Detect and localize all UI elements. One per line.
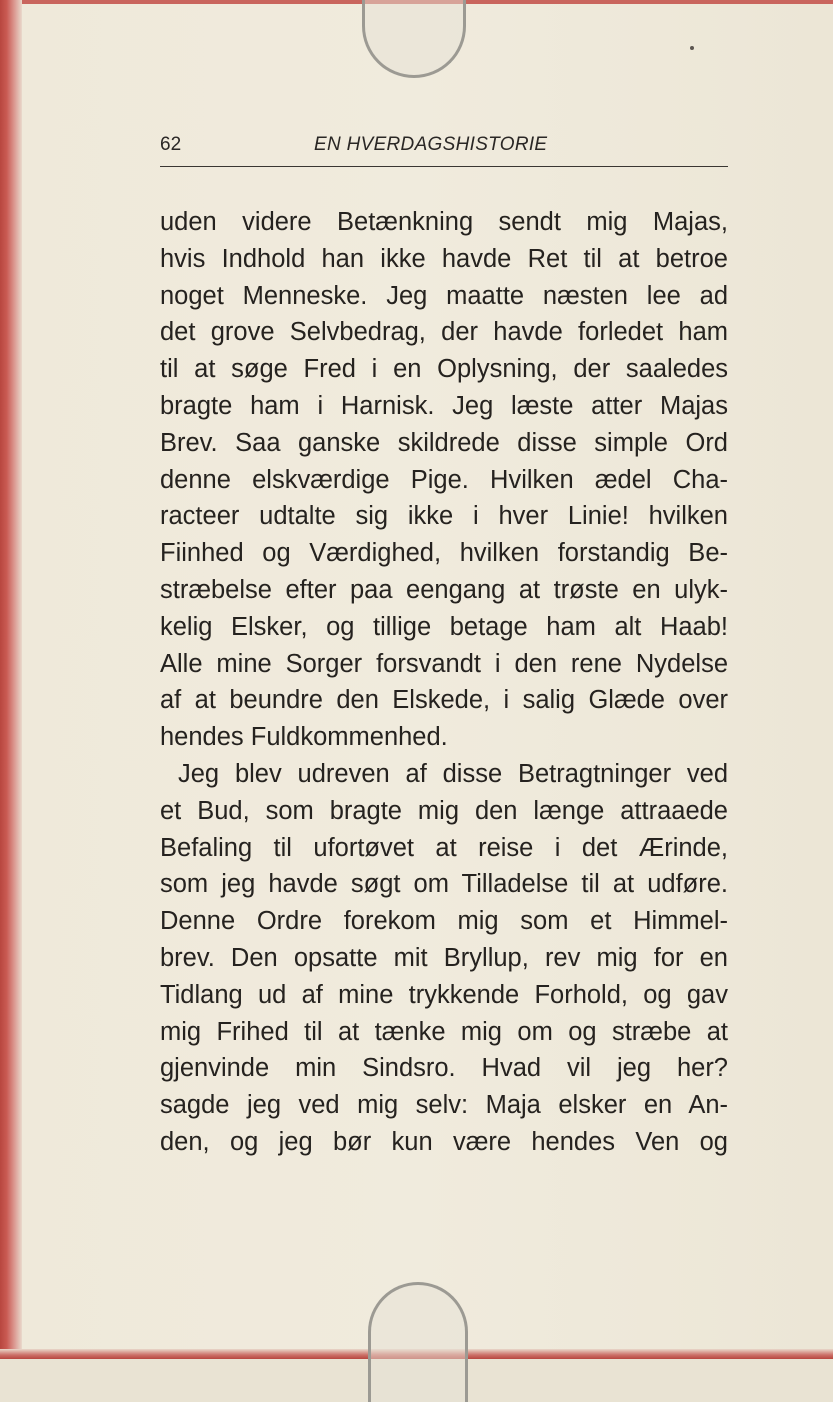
text-line: gjenvinde min Sindsro. Hvad vil jeg her? xyxy=(160,1054,728,1083)
text-line: hvis Indhold han ikke havde Ret til at betroe xyxy=(160,244,728,273)
text-line: noget Menneske. Jeg maatte næsten lee ad xyxy=(160,281,728,310)
text-line: hendes Fuldkommenhed. xyxy=(160,723,448,752)
text-line: mig Frihed til at tænke mig om og stræbe at xyxy=(160,1017,728,1046)
text-line: af at beundre den Elskede, i salig Glæde over xyxy=(160,686,728,715)
page-header xyxy=(160,132,728,167)
bottom-clip-shape xyxy=(368,1282,468,1402)
text-line: racteer udtalte sig ikke i hver Linie! hvilken xyxy=(160,502,728,531)
page-red-edge xyxy=(0,0,22,1359)
text-line: Brev. Saa ganske skildrede disse simple Ord xyxy=(160,428,728,457)
text-line: bragte ham i Harnisk. Jeg læste atter Majas xyxy=(160,391,728,420)
text-line: denne elskværdige Pige. Hvilken ædel Cha- xyxy=(160,465,728,494)
text-line: et Bud, som bragte mig den længe attraaede xyxy=(160,796,728,825)
body-text xyxy=(160,204,728,1161)
text-line: det grove Selvbedrag, der havde forledet ham xyxy=(160,318,728,347)
text-line: som jeg havde søgt om Tilladelse til at udføre. xyxy=(160,870,728,899)
text-line: sagde jeg ved mig selv: Maja elsker en An- xyxy=(160,1091,728,1120)
ink-speck xyxy=(690,46,694,50)
text-line: Alle mine Sorger forsvandt i den rene Nydelse xyxy=(160,649,728,678)
top-clip-shape xyxy=(362,0,466,78)
running-title: EN HVERDAGSHISTORIE xyxy=(314,134,548,155)
text-line: Denne Ordre forekom mig som et Himmel- xyxy=(160,907,728,936)
text-line: Tidlang ud af mine trykkende Forhold, og gav xyxy=(160,980,728,1009)
text-line: Jeg blev udreven af disse Betragtninger ved xyxy=(178,759,728,788)
text-line: stræbelse efter paa eengang at trøste en ulyk- xyxy=(160,575,728,604)
text-line: brev. Den opsatte mit Bryllup, rev mig for en xyxy=(160,943,728,972)
text-line: kelig Elsker, og tillige betage ham alt Haab! xyxy=(160,612,728,641)
text-line: Befaling til ufortøvet at reise i det Ærinde, xyxy=(160,833,728,862)
text-line: uden videre Betænkning sendt mig Majas, xyxy=(160,208,728,236)
text-line: til at søge Fred i en Oplysning, der saaledes xyxy=(160,355,728,384)
text-line: Fiinhed og Værdighed, hvilken forstandig Be- xyxy=(160,539,728,568)
page-number: 62 xyxy=(160,134,182,155)
text-line: den, og jeg bør kun være hendes Ven og xyxy=(160,1127,728,1156)
